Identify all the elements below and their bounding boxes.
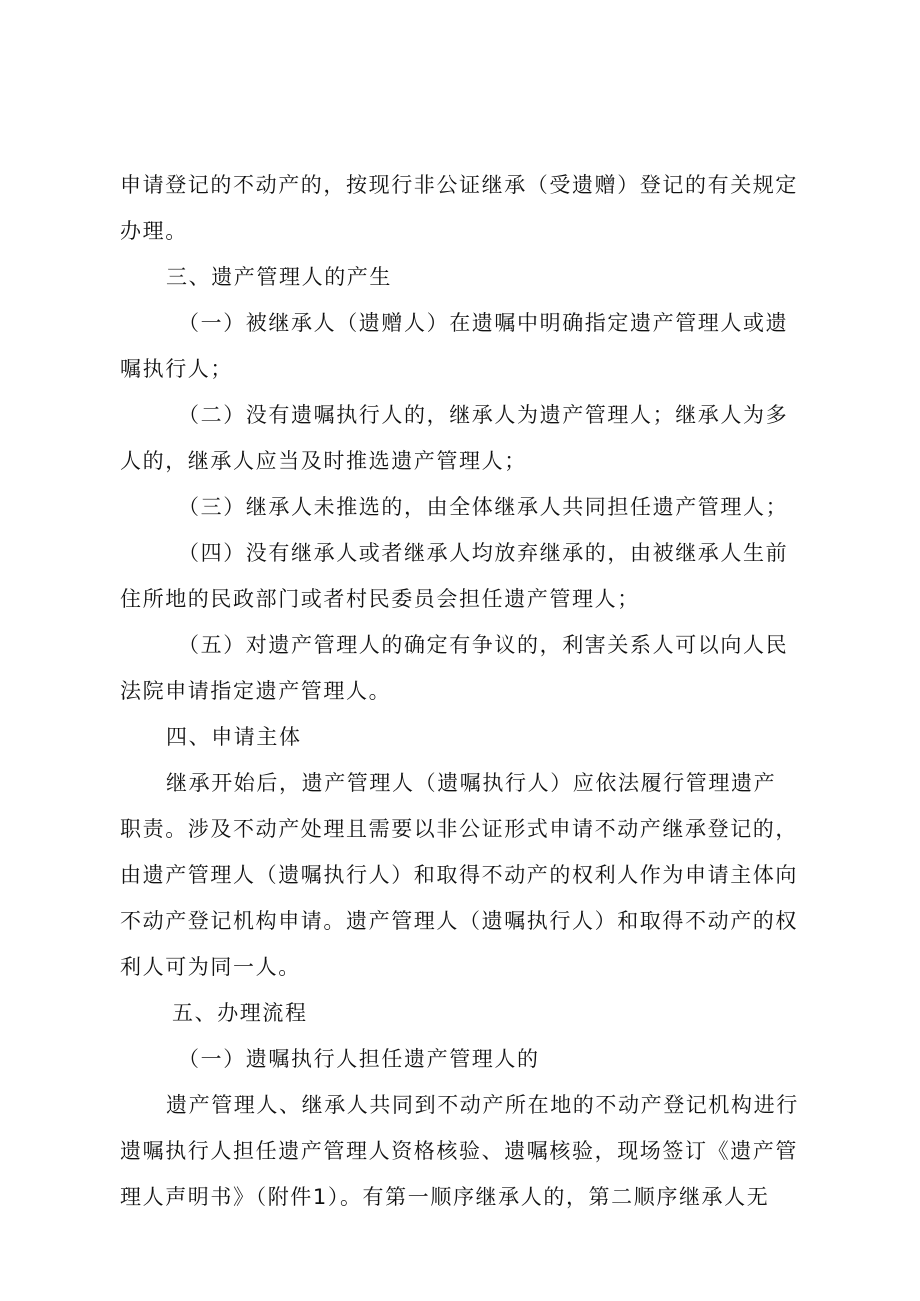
paragraph-line: 遗嘱执行人担任遗产管理人资格核验、遗嘱核验，现场签订《遗产管: [120, 1139, 798, 1163]
paragraph-line: 遗产管理人、继承人共同到不动产所在地的不动产登记机构进行: [166, 1093, 799, 1117]
paragraph-line: 嘱执行人；: [120, 357, 233, 381]
paragraph-line: （三）继承人未推选的，由全体继承人共同担任遗产管理人；: [178, 495, 789, 519]
paragraph-line: 利人可为同一人。: [120, 955, 301, 979]
paragraph-line: 不动产登记机构申请。遗产管理人（遗嘱执行人）和取得不动产的权: [120, 909, 798, 933]
subsection-heading: （一）遗嘱执行人担任遗产管理人的: [178, 1047, 540, 1071]
paragraph-line: 申请登记的不动产的，按现行非公证继承（受遗赠）登记的有关规定: [120, 173, 798, 197]
paragraph-line: 人的，继承人应当及时推选遗产管理人；: [120, 449, 527, 473]
paragraph-line: 办理。: [120, 219, 188, 243]
paragraph-line: （二）没有遗嘱执行人的，继承人为遗产管理人；继承人为多: [178, 403, 789, 427]
paragraph-line: 住所地的民政部门或者村民委员会担任遗产管理人；: [120, 587, 640, 611]
paragraph-line: 理人声明书》（附件1）。有第一顺序继承人的，第二顺序继承人无: [120, 1185, 770, 1209]
paragraph-line: 职责。涉及不动产处理且需要以非公证形式申请不动产继承登记的，: [120, 817, 798, 841]
paragraph-line: 继承开始后，遗产管理人（遗嘱执行人）应依法履行管理遗产: [166, 771, 777, 795]
paragraph-line: 法院申请指定遗产管理人。: [120, 679, 392, 703]
paragraph-line: （五）对遗产管理人的确定有争议的，利害关系人可以向人民: [178, 633, 789, 657]
paragraph-line: 由遗产管理人（遗嘱执行人）和取得不动产的权利人作为申请主体向: [120, 863, 798, 887]
section-heading: 四、申请主体: [166, 725, 302, 749]
paragraph-line: （一）被继承人（遗赠人）在遗嘱中明确指定遗产管理人或遗: [178, 311, 789, 335]
section-heading: 三、遗产管理人的产生: [166, 265, 392, 289]
section-heading: 五、办理流程: [172, 1001, 308, 1025]
paragraph-line: （四）没有继承人或者继承人均放弃继承的，由被继承人生前: [178, 541, 789, 565]
